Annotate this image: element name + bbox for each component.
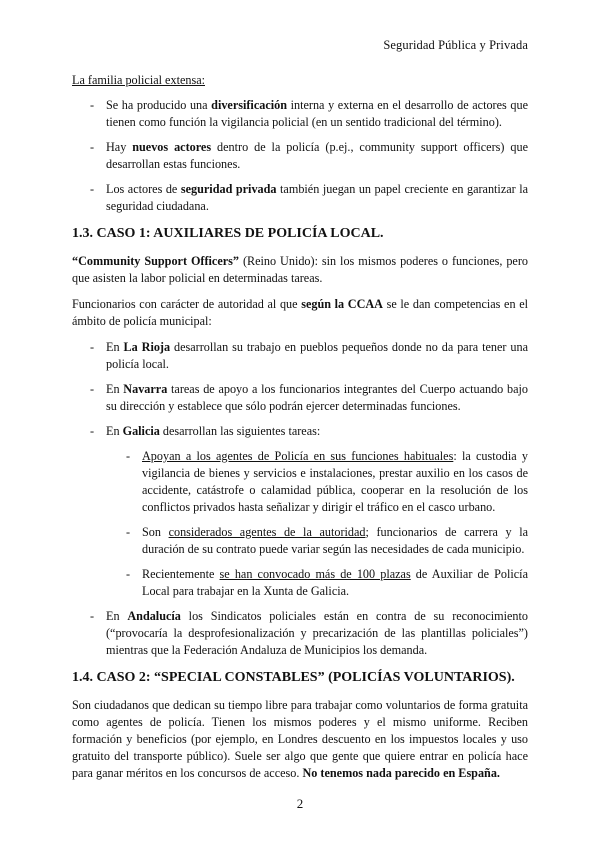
intro-bullet-list (72, 97, 528, 215)
bold-term: Galicia (122, 424, 160, 438)
paragraph-funcionarios: Funcionarios con carácter de autoridad al que según la CCAA se le dan competencias en el ámbito de policía municipal: (72, 297, 528, 328)
list-item: - Se ha producido una diversificación interna y externa en el desarrollo de actores que tienen como función la vigilancia policial (en un sentido tradicional del término). (72, 97, 528, 131)
list-item: - Son considerados agentes de la autoridad; funcionarios de carrera y la duración de su contrato puede variar según las necesidades de cada municipio. (106, 524, 528, 558)
bold-term: “Community Support Officers” (72, 254, 239, 268)
page-number: 2 (296, 796, 304, 811)
bold-term: seguridad privada (180, 182, 277, 196)
list-item: - En Navarra tareas de apoyo a los funcionarios integrantes del Cuerpo actuando bajo su dirección y establece que sólo podrán ejercer determinadas funciones. (72, 381, 528, 415)
list-item: - Apoyan a los agentes de Policía en sus funciones habituales: la custodia y vigilancia de bienes y servicios e instalaciones, prestar auxilio en los casos de accidente, catástrofe o calamidad pública, cooperar en la resolución de los conflictos privados hasta señalizar y dirigir el tráfico en el casco urbano. (106, 448, 528, 516)
list-item: - Hay nuevos actores dentro de la policía (p.ej., community support officers) que desarrollan estas funciones. (72, 139, 528, 173)
underlined-phrase: considerados agentes de la autoridad (168, 525, 366, 539)
list-item: - En Galicia desarrollan las siguientes tareas: - Apoyan a los agentes de Policía en sus funciones habituales: la custodia y vigilancia de bienes y servicios e instalaciones, prestar auxilio en los casos de accidente, catástrofe o calamidad pública, cooperar en la resolución de los conflictos privados hasta señalizar y dirigir el tráfico en el casco urbano. - Son considerados agentes de la autoridad; funcionarios de carrera y la duración de su contrato puede variar según las necesidades de cada municipio. - Recientemente se han convocado más de 100 plazas de Auxiliar de Policía Local para trabajar en la Xunta de Galicia. (72, 423, 528, 600)
bold-conclusion: No tenemos nada parecido en España. (302, 766, 500, 780)
ccaa-list (72, 339, 528, 659)
underlined-phrase: Apoyan a los agentes de Policía en sus funciones habituales (142, 449, 454, 463)
paragraph-community-support: “Community Support Officers” (Reino Unido): sin los mismos poderes o funciones, pero que asisten la labor policial en determinadas tareas. (72, 254, 528, 285)
section-title-1-4: 1.4. CASO 2: “SPECIAL CONSTABLES” (POLICÍAS VOLUNTARIOS). (72, 670, 515, 685)
galicia-sublist (106, 448, 528, 600)
bold-term: diversificación (211, 98, 287, 112)
list-item: - Los actores de seguridad privada también juegan un papel creciente en garantizar la seguridad ciudadana. (72, 181, 528, 215)
running-header: Seguridad Pública y Privada (383, 38, 528, 52)
section-title-1-3: 1.3. CASO 1: AUXILIARES DE POLICÍA LOCAL. (72, 226, 384, 241)
page-body (72, 72, 528, 782)
paragraph-special-constables: Son ciudadanos que dedican su tiempo libre para trabajar como voluntarios de forma gratuita como agentes de policía. Tienen los mismos poderes y el mismo uniforme. Reciben formación y beneficios (por ejemplo, en Londres descuento en los impuestos locales y uso gratuito del transporte público). Suele ser algo que gente que quiere entrar en policía hace para ganar méritos en los concursos de acceso. No tenemos nada parecido en España. (72, 698, 528, 780)
bold-term: Andalucía (127, 609, 181, 623)
bold-term: Navarra (123, 382, 168, 396)
list-item: - En Andalucía los Sindicatos policiales están en contra de su reconocimiento (“provocaría la desprofesionalización y precarización de las plantillas policiales”) mientras que la Federación Andaluza de Municipios los demanda. (72, 608, 528, 659)
bold-term: nuevos actores (132, 140, 212, 154)
list-item: - Recientemente se han convocado más de 100 plazas de Auxiliar de Policía Local para trabajar en la Xunta de Galicia. (106, 566, 528, 600)
list-item: - En La Rioja desarrollan su trabajo en pueblos pequeños donde no da para tener una policía local. (72, 339, 528, 373)
bold-term: La Rioja (123, 340, 171, 354)
intro-heading: La familia policial extensa: (72, 73, 205, 87)
underlined-phrase: se han convocado más de 100 plazas (219, 567, 411, 581)
bold-term: según la CCAA (301, 297, 383, 311)
